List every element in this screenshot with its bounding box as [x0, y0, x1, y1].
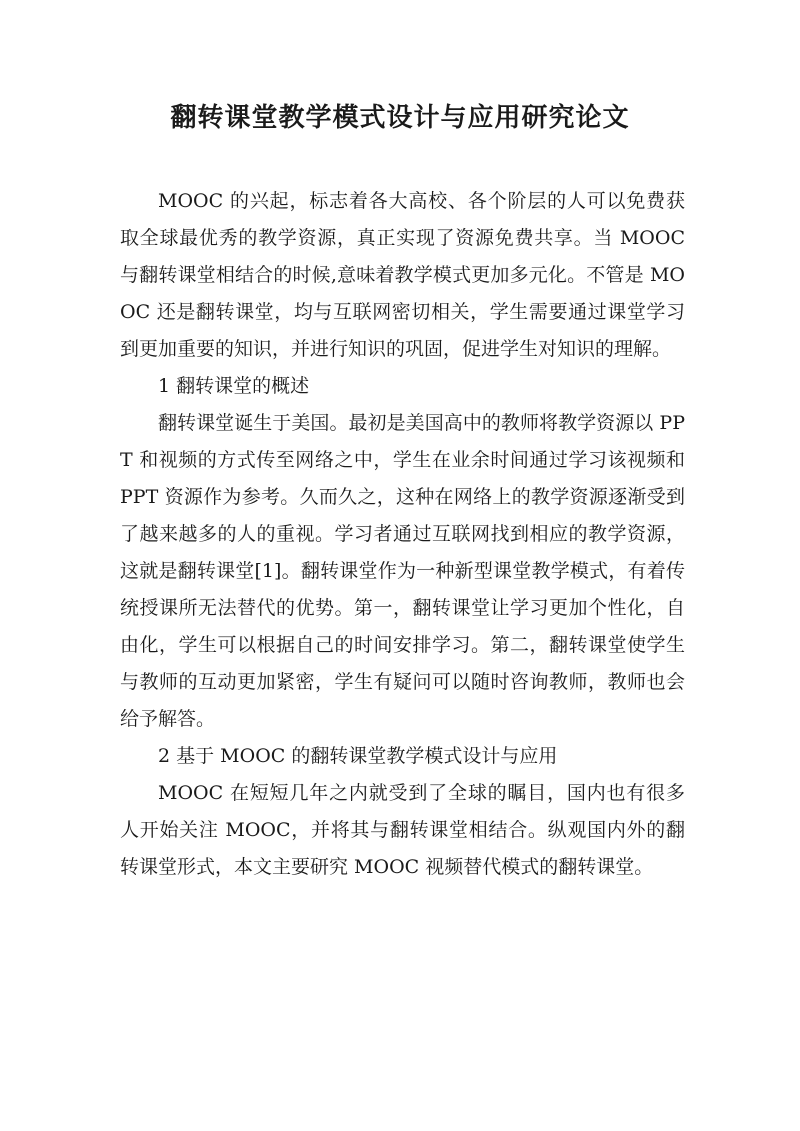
section-heading-2: 2 基于 MOOC 的翻转课堂教学模式设计与应用: [158, 745, 558, 767]
section-1-paragraph: 翻转课堂诞生于美国。最初是美国高中的教师将教学资源以 PPT 和视频的方式传至网络之中，学生在业余时间通过学习该视频和 PPT 资源作为参考。久而久之，这种在网络上的教学资源逐渐受到了越来越多的人的重视。学习者通过互联网找到相应的教学资源，这就是翻转课堂[1]。翻转课堂作为一种新型课堂教学模式，有着传统授课所无法替代的优势。第一，翻转课堂让学习更加个性化，自由化，学生可以根据自己的时间安排学习。第二，翻转课堂使学生与教师的互动更加紧密，学生有疑问可以随时咨询教师，教师也会给予解答。: [120, 412, 685, 730]
section-heading-1: 1 翻转课堂的概述: [158, 375, 310, 397]
intro-paragraph: MOOC 的兴起，标志着各大高校、各个阶层的人可以免费获取全球最优秀的教学资源，真正实现了资源免费共享。当 MOOC与翻转课堂相结合的时候,意味着教学模式更加多元化。不管是 MOOC 还是翻转课堂，均与互联网密切相关，学生需要通过课堂学习到更加重要的知识，并进行知识的巩固，促进学生对知识的理解。: [120, 190, 685, 360]
document-body: [120, 183, 685, 886]
document-title: 翻转课堂教学模式设计与应用研究论文: [170, 103, 630, 133]
section-2-paragraph: MOOC 在短短几年之内就受到了全球的瞩目，国内也有很多人开始关注 MOOC，并将其与翻转课堂相结合。纵观国内外的翻转课堂形式，本文主要研究 MOOC 视频替代模式的翻转课堂。: [120, 782, 685, 878]
